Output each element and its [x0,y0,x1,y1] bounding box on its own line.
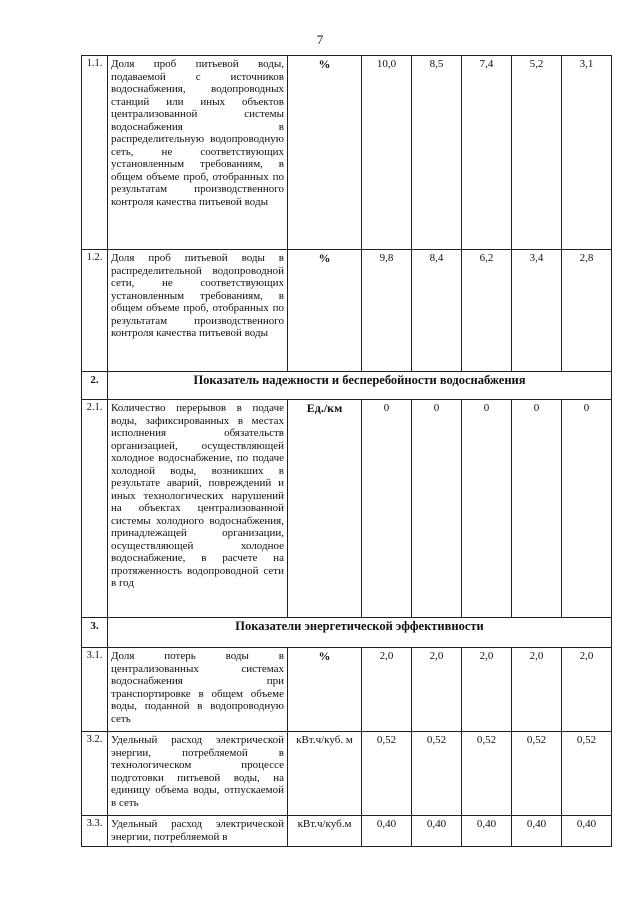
row-number: 2.1. [82,400,108,618]
value-cell: 0,52 [462,732,512,816]
value-cell: 0,40 [512,816,562,847]
unit-cell: % [288,250,362,372]
table-row [82,400,612,618]
indicator-description: Доля потерь воды в централизованных системах водоснабжения при транспортировке в общем объеме воды, поданной в водопроводную сеть [108,648,288,732]
section-title: Показатель надежности и бесперебойности водоснабжения [108,372,612,400]
value-cell: 0,40 [362,816,412,847]
value-cell: 8,5 [412,56,462,250]
row-number: 3.2. [82,732,108,816]
indicator-description: Удельный расход электрической энергии, потребляемой в технологическом процессе подготовки питьевой воды, на единицу объема воды, отпускаемой в сеть [108,732,288,816]
value-cell: 0,52 [562,732,612,816]
value-cell: 0 [412,400,462,618]
row-number: 3.1. [82,648,108,732]
value-cell: 10,0 [362,56,412,250]
value-cell: 0,40 [562,816,612,847]
row-number: 3.3. [82,816,108,847]
section-number: 3. [82,618,108,648]
table-row [82,732,612,816]
section-number: 2. [82,372,108,400]
row-number: 1.2. [82,250,108,372]
value-cell: 0 [362,400,412,618]
unit-cell: Ед./км [288,400,362,618]
value-cell: 0 [562,400,612,618]
value-cell: 0,40 [462,816,512,847]
value-cell: 0,52 [512,732,562,816]
value-cell: 2,0 [412,648,462,732]
row-number: 1.1. [82,56,108,250]
value-cell: 0,52 [412,732,462,816]
value-cell: 6,2 [462,250,512,372]
indicator-description: Доля проб питьевой воды, подаваемой с источников водоснабжения, водопроводных станций или иных объектов централизованной системы водоснабжения в распределительную водопроводную сеть, не соответствующих установленным требованиям, в общем объеме проб, отобранных по результатам производственного контроля качества питьевой воды [108,56,288,250]
section-header-row [82,618,612,648]
value-cell: 5,2 [512,56,562,250]
value-cell: 2,0 [512,648,562,732]
table-row [82,816,612,847]
value-cell: 2,0 [362,648,412,732]
value-cell: 0 [462,400,512,618]
value-cell: 0,52 [362,732,412,816]
indicator-description: Удельный расход электрической энергии, потребляемой в [108,816,288,847]
table-row [82,56,612,250]
unit-cell: % [288,56,362,250]
indicators-table [81,55,612,847]
section-header-row [82,372,612,400]
value-cell: 0,40 [412,816,462,847]
value-cell: 0 [512,400,562,618]
value-cell: 9,8 [362,250,412,372]
value-cell: 2,0 [562,648,612,732]
value-cell: 2,0 [462,648,512,732]
indicator-description: Доля проб питьевой воды в распределительной водопроводной сети, не соответствующих установленным требованиям, в общем объеме проб, отобранных по результатам производственного контроля качества питьевой воды [108,250,288,372]
indicator-description: Количество перерывов в подаче воды, зафиксированных в местах исполнения обязательств организацией, осуществляющей холодное водоснабжение, по подаче холодной воды, возникших в результате аварий, повреждений и иных технологических нарушений на объектах централизованной системы холодного водоснабжения, принадлежащей организации, осуществляющей холодное водоснабжение, в расчете на протяженность водопроводной сети в год [108,400,288,618]
table-row [82,250,612,372]
table-row [82,648,612,732]
value-cell: 3,4 [512,250,562,372]
unit-cell: кВт.ч/куб.м [288,816,362,847]
value-cell: 8,4 [412,250,462,372]
unit-cell: кВт.ч/куб. м [288,732,362,816]
value-cell: 3,1 [562,56,612,250]
value-cell: 2,8 [562,250,612,372]
section-title: Показатели энергетической эффективности [108,618,612,648]
value-cell: 7,4 [462,56,512,250]
unit-cell: % [288,648,362,732]
page-number: 7 [316,32,324,47]
